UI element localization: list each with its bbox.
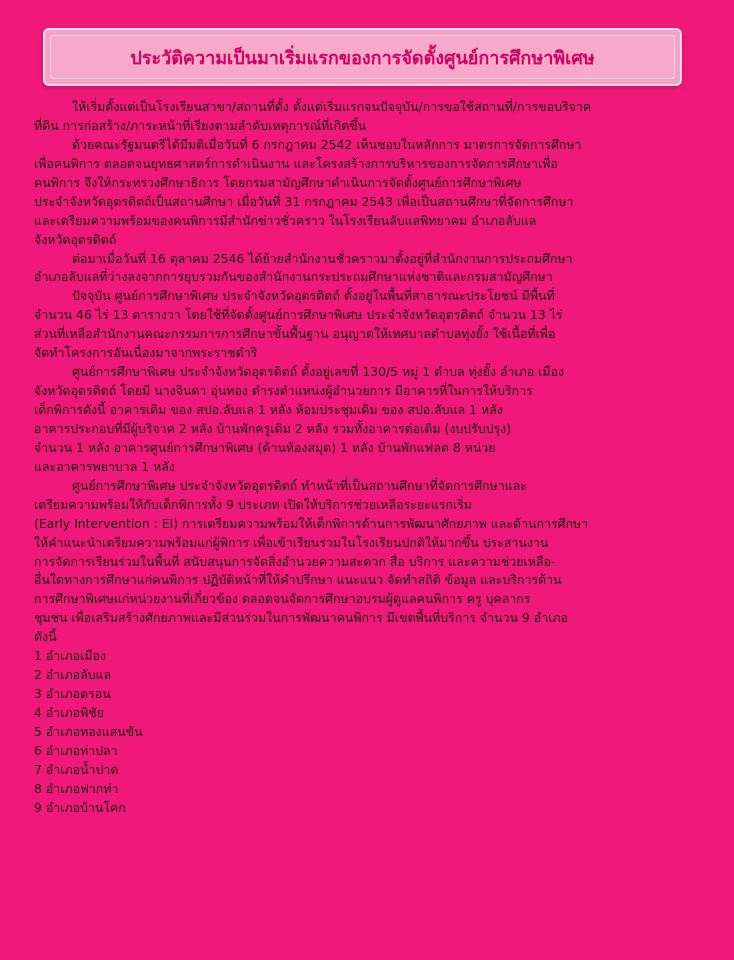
list-item: 4 อำเภอพิชัย (34, 705, 104, 720)
paragraph-line: จำนวน 1 หลัง อาคารศูนย์การศึกษาพิเศษ (ด้านห้องสมุด) 1 หลัง บ้านพักแฟลต 8 หน่วย (34, 439, 496, 455)
list-item: 8 อำเภอฟากท่า (34, 780, 119, 796)
paragraph-line: ดังนี้ (34, 629, 57, 645)
paragraph-line: ปัจจุบัน ศูนย์การศึกษาพิเศษ ประจำจังหวัดอุตรดิตถ์ ตั้งอยู่ในพื้นที่สาธารณะประโยชน์ มีพื้นที่ (72, 288, 555, 304)
list-item: 6 อำเภอท่าปลา (34, 742, 118, 758)
paragraph-line: จัดทำโครงการอันเนื่องมาจากพระราชดำริ (34, 345, 258, 361)
paragraph-line: อื่นใดทางการศึกษาแก่คนพิการ ปฏิบัติหน้าที่ให้คำปรึกษา แนะแนว จัดทำสถิติ ข้อมูล และบริการด้าน (34, 572, 562, 588)
document-title: ประวัติความเป็นมาเริ่มแรกของการจัดตั้งศูนย์การศึกษาพิเศษ (130, 47, 595, 69)
paragraph-line: ที่ดิน การก่อสร้าง/ภาระหน้าที่เรียงตามลำดับเหตุการณ์ที่เกิดขึ้น (34, 117, 367, 133)
paragraph-line: ให้เริ่มตั้งแต่เป็นโรงเรียนสาขา/สถานที่ตั้ง ตั้งแต่เริ่มแรกจนปัจจุบัน/การขอใช้สถานที่/การขอบริจาค (72, 99, 592, 114)
paragraph-line: ให้คำแนะนำเตรียมความพร้อมแก่ผู้พิการ เพื่อเข้าเรียนร่วมในโรงเรียนปกติให้มากขึ้น ประสานงาน (34, 534, 549, 550)
paragraph-line: ชุมชน เพื่อเสริมสร้างศักยภาพและมีส่วนร่วมในการพัฒนาคนพิการ มีเขตพื้นที่บริการ จำนวน 9 อำเภอ (34, 610, 569, 626)
paragraph-line: อาคารประกอบที่มีผู้บริจาค 2 หลัง บ้านพักครูเดิม 2 หลัง รวมทั้งอาคารต่อเติม (งบปรับปรุง) (34, 420, 511, 436)
list-item: 3 อำเภอตรอน (34, 686, 111, 702)
paragraph-line: จำนวน 46 ไร่ 13 ตารางวา โดยใช้ที่จัดตั้งศูนย์การศึกษาพิเศษ ประจำจังหวัดอุตรดิตถ์ จำนวน 13 ไร่ (34, 307, 563, 323)
list-item: 1 อำเภอเมือง (34, 648, 106, 664)
document-body (34, 98, 716, 818)
list-item: 9 อำเภอบ้านโคก (34, 799, 126, 815)
paragraph-line: ศูนย์การศึกษาพิเศษ ประจำจังหวัดอุตรดิตถ์ ตั้งอยู่เลขที่ 130/5 หมู่ 1 ตำบล ทุ่งยั้ง อำเภอ เมือง (72, 364, 565, 380)
paragraph-line: เตรียมความพร้อมให้กับเด็กพิการทั้ง 9 ประเภท เปิดให้บริการช่วยเหลือระยะแรกเริ่ม (34, 496, 472, 512)
paragraph-line: อำเภอลับแลที่ว่างลงจากการยุบรวมกันของสำนักงานกระประถมศึกษาแห่งชาติและกรมสามัญศึกษา (34, 269, 553, 285)
paragraph-line: การศึกษาพิเศษแก่หน่วยงานที่เกี่ยวข้อง ตลอดจนจัดการศึกษาอบรมผู้ดูแลคนพิการ ครู บุคลากร (34, 591, 531, 607)
paragraph-line: จังหวัดอุตรดิตถ์ (34, 231, 117, 247)
paragraph-line: (Early Intervention : EI) การเตรียมความพร้อมให้เด็กพิการด้านการพัฒนาศักยภาพ และด้านการศึกษา (34, 515, 589, 531)
paragraph-line: ต่อมาเมื่อวันที่ 16 ตุลาคม 2546 ได้ย้ายสำนักงานชั่วคราวมาตั้งอยู่ที่สำนักงานการประถมศึกษา (72, 250, 573, 266)
paragraph-line: ส่วนที่เหลือสำนักงานคณะกรรมการการศึกษาขั้นพื้นฐาน อนุญาตให้เทศบาลตำบลทุ่งยั้ง ใช้เนื้อที่เพื่อ (34, 326, 556, 342)
paragraph-line: ประจำจังหวัดอุตรดิตถ์เป็นสถานศึกษา เมื่อวันที่ 31 กรกฎาคม 2543 เพื่อเป็นสถานศึกษาที่จัดการศึกษา (34, 193, 574, 209)
paragraph-line: และเตรียมความพร้อมของคนพิการมีสำนักข่าวชั่วคราว ในโรงเรียนลับแลพิทยาคม อำเภอลับแล (34, 212, 537, 228)
paragraph-line: และอาคารพยาบาล 1 หลัง (34, 458, 175, 474)
paragraph-line: ศูนย์การศึกษาพิเศษ ประจำจังหวัดอุตรดิตถ์ ทำหน้าที่เป็นสถานศึกษาที่จัดการศึกษาและ (72, 477, 527, 493)
paragraph-line: ด้วยคณะรัฐมนตรีได้มีมติเมื่อวันที่ 6 กรกฎาคม 2542 เห็นชอบในหลักการ มาตรการจัดการศึกษา (72, 136, 582, 152)
district-list (34, 647, 716, 817)
paragraph-line: เพื่อคนพิการ ตลอดจนยุทธศาสตร์การดำเนินงาน และโครงสร้างการบริหารของการจัดการศึกษาเพื่อ (34, 155, 558, 171)
paragraph-line: จังหวัดอุตรดิตถ์ โดยมี นางจินดา อุ่นทอง ดำรงตำแหน่งผู้อำนวยการ มีอาคารที่ในการให้บริการ (34, 383, 533, 399)
title-banner (43, 28, 682, 86)
list-item: 2 อำเภอลับแล (34, 667, 112, 683)
list-item: 7 อำเภอน้ำปาด (34, 761, 119, 777)
paragraph-line: เด็กพิการดังนี้ อาคารเดิม ของ สปอ.ลับแล 1 หลัง ห้อมประชุมเดิม ของ สปอ.ลับแล 1 หลัง (34, 402, 503, 417)
paragraph-line: คนพิการ จึงให้กระทรวงศึกษาธิการ โดยกรมสามัญศึกษาดำเนินการจัดตั้งศูนย์การศึกษาพิเศษ (34, 174, 522, 190)
paragraph-line: การจัดการเรียนร่วมในพื้นที่ สนับสนุนการจัดสิ่งอำนวยความสะดวก สื่อ บริการ และความช่วยเหลือ- (34, 553, 556, 569)
list-item: 5 อำเภอทองแสนขัน (34, 723, 143, 739)
